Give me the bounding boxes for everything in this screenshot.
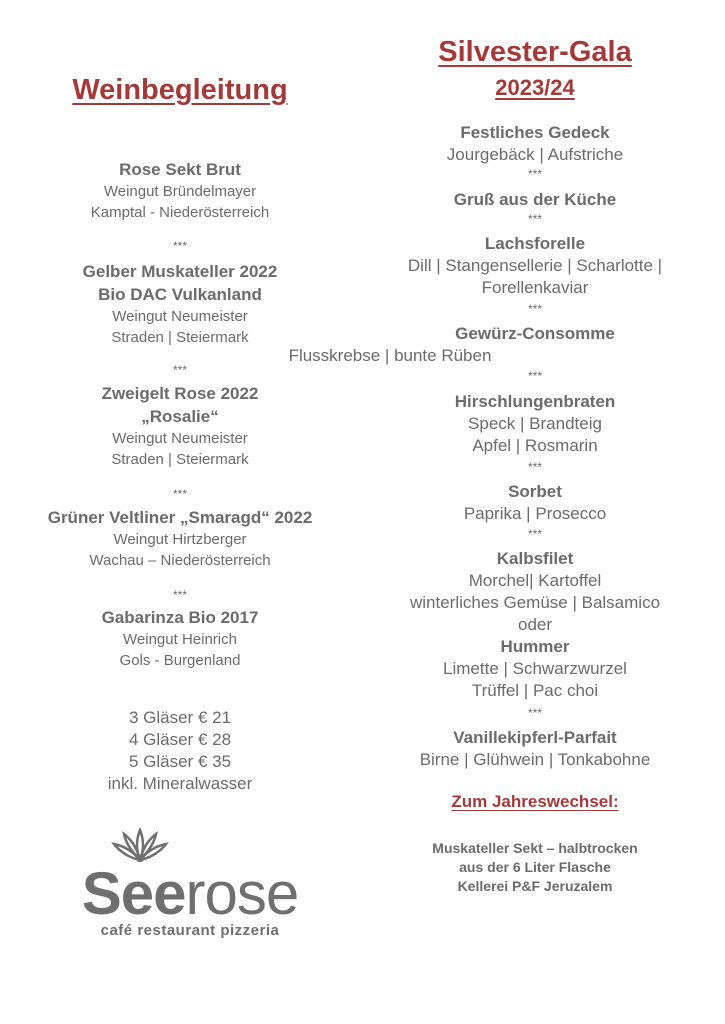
course xyxy=(365,323,705,345)
separator: *** xyxy=(172,363,187,377)
course-name: Festliches Gedeck xyxy=(460,123,610,142)
course xyxy=(365,727,705,771)
price-list xyxy=(20,707,340,795)
separator: *** xyxy=(527,167,542,181)
course-or: oder xyxy=(517,615,553,634)
course-desc: Trüffel | Pac choi xyxy=(471,681,599,700)
separator: *** xyxy=(527,302,542,316)
midnight-drink xyxy=(365,839,705,896)
logo-tagline: café restaurant pizzeria xyxy=(100,922,280,939)
course xyxy=(365,548,705,702)
wine-item xyxy=(20,382,340,470)
wine-item xyxy=(20,506,340,571)
price-line: 5 Gläser € 35 xyxy=(128,752,232,771)
menu-year: 2023/24 xyxy=(495,75,575,100)
logo-wordmark: Seerose xyxy=(81,860,299,927)
course-desc: Dill | Stangensellerie | Scharlotte | xyxy=(407,256,663,275)
course-desc: Forellenkaviar xyxy=(481,278,589,297)
wine-name: Grüner Veltliner „Smaragd“ 2022 xyxy=(47,508,313,527)
wine-name-line2: Bio DAC Vulkanland xyxy=(98,285,262,304)
wine-producer: Weingut Neumeister xyxy=(112,308,248,325)
seerose-logo xyxy=(70,828,310,939)
separator: *** xyxy=(527,706,542,720)
course xyxy=(365,391,705,457)
price-line: 3 Gläser € 21 xyxy=(128,708,232,727)
course-desc: Speck | Brandteig xyxy=(468,414,602,433)
wine-item xyxy=(20,158,340,223)
wine-name: Gelber Muskateller 2022 xyxy=(82,262,278,281)
midnight-line: Kellerei P&F Jeruzalem xyxy=(457,878,613,894)
wine-pairing-title: Weinbegleitung xyxy=(72,74,288,106)
midnight-line: aus der 6 Liter Flasche xyxy=(459,859,611,875)
course-name: Vanillekipferl-Parfait xyxy=(453,728,617,747)
separator: *** xyxy=(172,588,187,602)
wine-producer: Weingut Heinrich xyxy=(123,631,237,648)
course-desc: Birne | Glühwein | Tonkabohne xyxy=(419,750,651,769)
wine-region: Straden | Steiermark xyxy=(111,451,249,468)
wine-region: Wachau – Niederösterreich xyxy=(89,552,271,569)
wine-item xyxy=(20,260,340,348)
separator: *** xyxy=(527,460,542,474)
separator: *** xyxy=(172,487,187,501)
course-name: Sorbet xyxy=(508,482,562,501)
wine-producer: Weingut Bründelmayer xyxy=(103,183,257,200)
course-desc: Flusskrebse | bunte Rüben xyxy=(288,346,492,365)
wine-producer: Weingut Neumeister xyxy=(112,430,248,447)
price-note: inkl. Mineralwasser xyxy=(107,774,253,793)
course xyxy=(365,189,705,211)
course-name: Gruß aus der Küche xyxy=(453,190,617,209)
course-desc: winterliches Gemüse | Balsamico xyxy=(409,593,661,612)
course-name: Hirschlungenbraten xyxy=(454,392,616,411)
menu-title: Silvester-Gala xyxy=(438,36,632,68)
course xyxy=(365,481,705,525)
course-desc: Apfel | Rosmarin xyxy=(472,436,598,455)
course-desc: Jourgebäck | Aufstriche xyxy=(446,145,624,164)
wine-item xyxy=(20,606,340,671)
wine-name: Rose Sekt Brut xyxy=(119,160,241,179)
lotus-flower-icon xyxy=(110,828,170,862)
course-desc: Morchel| Kartoffel xyxy=(468,571,602,590)
separator: *** xyxy=(527,212,542,226)
separator: *** xyxy=(172,239,187,253)
course-name: Gewürz-Consomme xyxy=(455,324,615,343)
wine-region: Gols - Burgenland xyxy=(119,652,241,669)
wine-producer: Weingut Hirtzberger xyxy=(113,531,247,548)
midnight-title: Zum Jahreswechsel: xyxy=(451,792,619,811)
wine-name: Gabarinza Bio 2017 xyxy=(101,608,259,627)
course xyxy=(365,233,705,299)
midnight-line: Muskateller Sekt – halbtrocken xyxy=(432,840,638,856)
wine-name-line2: „Rosalie“ xyxy=(141,407,219,426)
course-name: Lachsforelle xyxy=(484,234,586,253)
separator: *** xyxy=(527,369,542,383)
wine-name: Zweigelt Rose 2022 xyxy=(101,384,259,403)
course-name: Hummer xyxy=(500,637,570,656)
course-desc: Paprika | Prosecco xyxy=(463,504,607,523)
price-line: 4 Gläser € 28 xyxy=(128,730,232,749)
separator: *** xyxy=(527,527,542,541)
wine-region: Straden | Steiermark xyxy=(111,329,249,346)
wine-region: Kamptal - Niederösterreich xyxy=(90,204,270,221)
course-desc: Limette | Schwarzwurzel xyxy=(443,659,627,678)
course xyxy=(365,122,705,166)
course-name: Kalbsfilet xyxy=(496,549,574,568)
